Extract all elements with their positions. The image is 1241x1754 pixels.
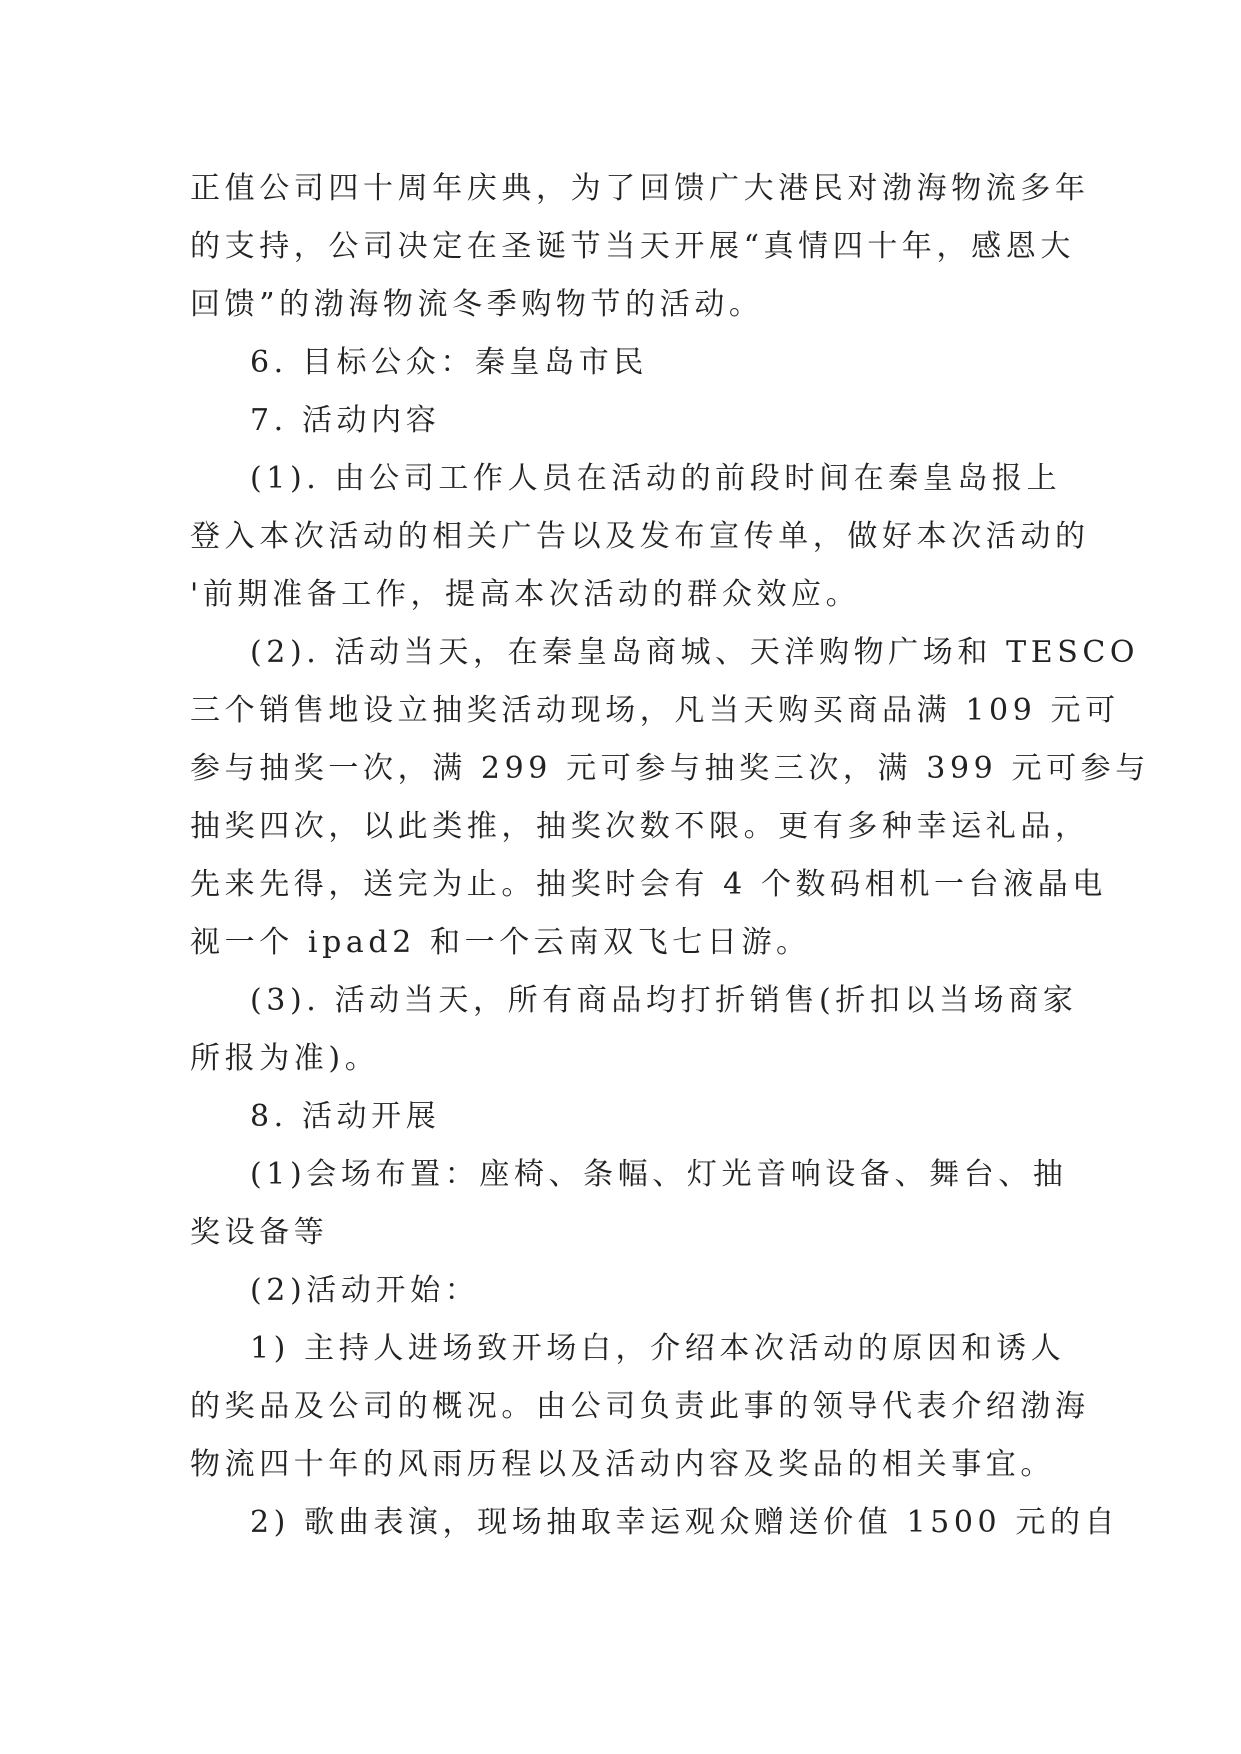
text-line: 视一个 ipad2 和一个云南双飞七日游。 xyxy=(190,925,811,960)
text-line: 8. 活动开展 xyxy=(250,1099,441,1134)
text-line: 6. 目标公众：秦皇岛市民 xyxy=(250,345,648,380)
document-body xyxy=(190,160,1150,1552)
text-line: (3). 活动当天，所有商品均打折销售(折扣以当场商家 xyxy=(250,983,1078,1018)
text-line: 2) 歌曲表演，现场抽取幸运观众赠送价值 1500 元的自 xyxy=(250,1505,1120,1540)
text-line: 先来先得，送完为止。抽奖时会有 4 个数码相机一台液晶电 xyxy=(190,867,1107,902)
text-line: 物流四十年的风雨历程以及活动内容及奖品的相关事宜。 xyxy=(190,1447,1055,1482)
text-line: (1)会场布置：座椅、条幅、灯光音响设备、舞台、抽 xyxy=(250,1157,1068,1192)
text-line: 的奖品及公司的概况。由公司负责此事的领导代表介绍渤海 xyxy=(190,1389,1090,1424)
text-line: 三个销售地设立抽奖活动现场，凡当天购买商品满 109 元可 xyxy=(190,693,1120,728)
text-line: 7. 活动内容 xyxy=(250,403,441,438)
text-line: 回馈”的渤海物流冬季购物节的活动。 xyxy=(190,287,764,322)
text-line: 所报为准)。 xyxy=(190,1041,380,1076)
text-line: (2)活动开始： xyxy=(250,1273,480,1308)
text-line: (1). 由公司工作人员在活动的前段时间在秦皇岛报上 xyxy=(250,461,1062,496)
text-line: 抽奖四次，以此类推，抽奖次数不限。更有多种幸运礼品， xyxy=(190,809,1090,844)
text-line: 参与抽奖一次，满 299 元可参与抽奖三次，满 399 元可参与 xyxy=(190,751,1150,786)
text-line: (2). 活动当天，在秦皇岛商城、天洋购物广场和 TESCO xyxy=(250,635,1140,670)
text-line: 登入本次活动的相关广告以及发布宣传单，做好本次活动的 xyxy=(190,519,1090,554)
text-line: 的支持，公司决定在圣诞节当天开展“真情四十年，感恩大 xyxy=(190,229,1075,264)
text-line: 奖设备等 xyxy=(190,1215,329,1250)
text-line: 1) 主持人进场致开场白，介绍本次活动的原因和诱人 xyxy=(250,1331,1066,1366)
text-line: 正值公司四十周年庆典，为了回馈广大港民对渤海物流多年 xyxy=(190,171,1090,206)
text-line: '前期准备工作，提高本次活动的群众效应。 xyxy=(190,577,861,612)
